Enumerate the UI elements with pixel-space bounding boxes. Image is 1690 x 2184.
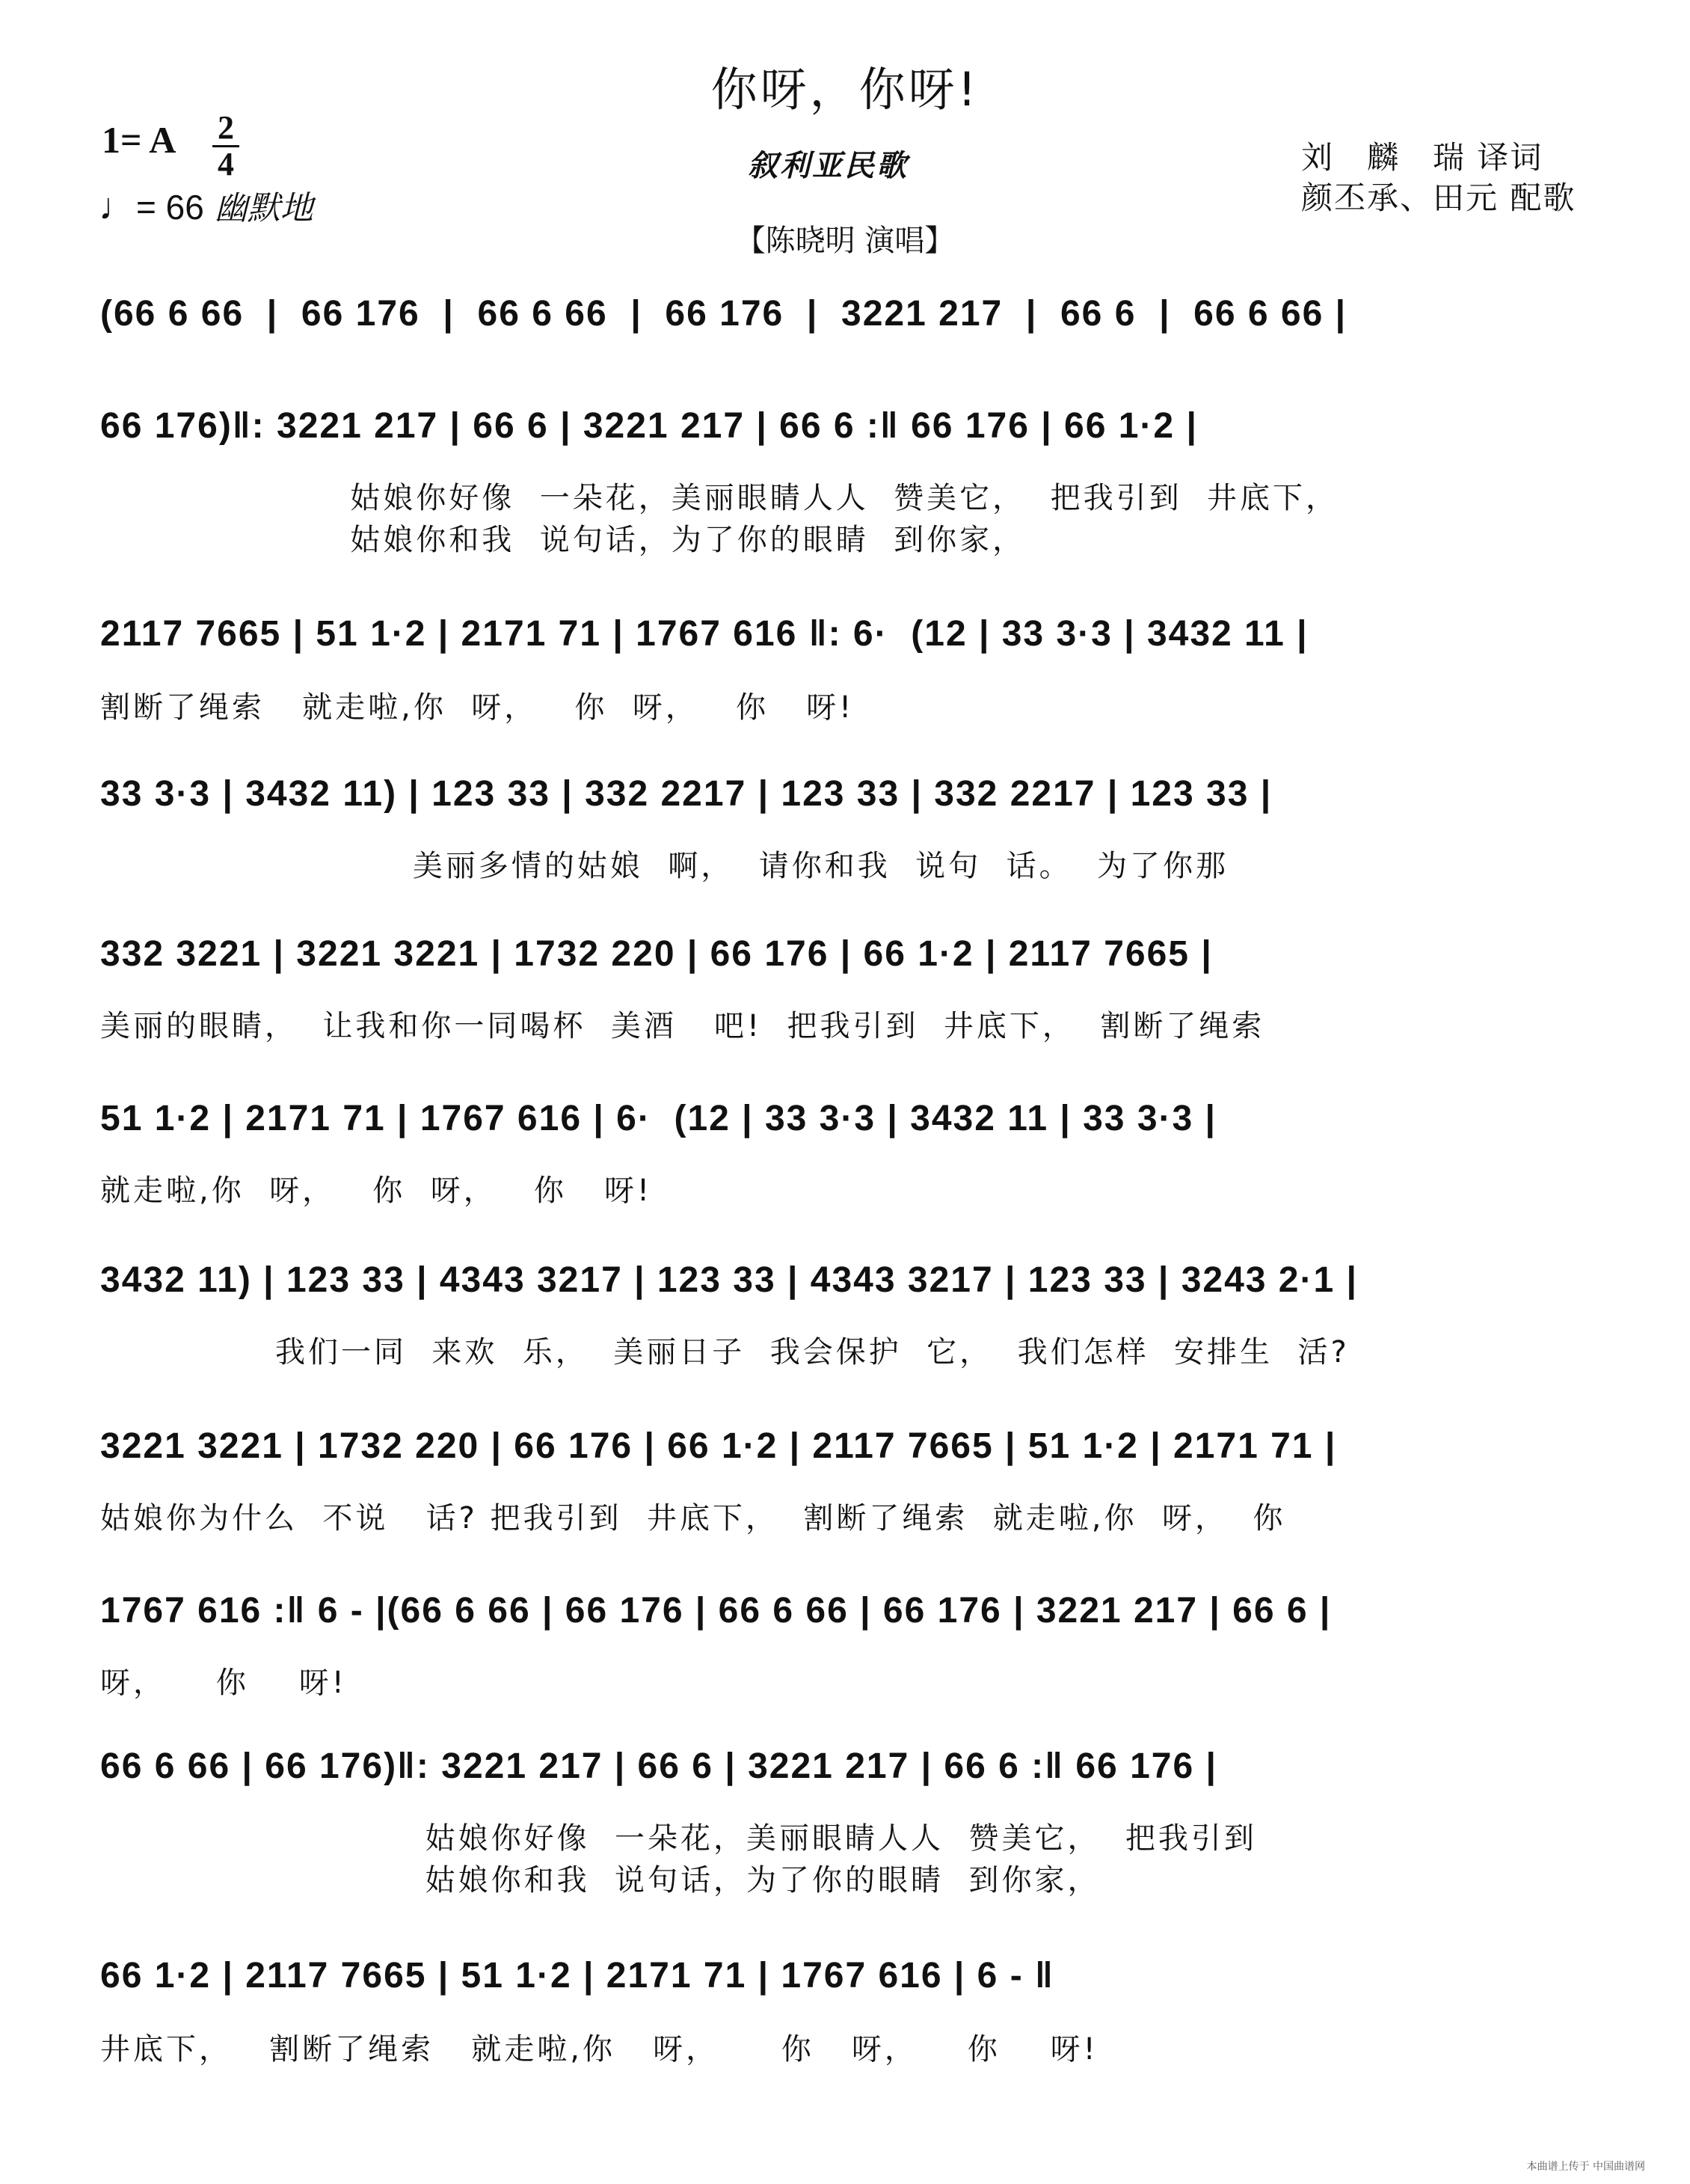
music-line-7: 3432 11) | 123 33 | 4343 3217 | 123 33 | 4343 3217 | 123 33 | 3243 2·1 | <box>100 1260 1358 1300</box>
music-line-6: 51 1·2 | 2171 71 | 1767 616 | 6· (12 | 33 3·3 | 3432 11 | 33 3·3 | <box>100 1099 1217 1138</box>
lyrics-line-5: 美丽的眼睛， 让我和你一同喝杯 美酒 吧! 把我引到 井底下， 割断了绳索 <box>100 1009 1265 1043</box>
key-signature: 1= A <box>102 119 176 161</box>
music-line-2: 66 176)‖: 3221 217 | 66 6 | 3221 217 | 66 6 :‖ 66 176 | 66 1·2 | <box>100 406 1198 446</box>
time-signature-top: 2 <box>218 109 234 146</box>
footer-watermark: 本曲谱上传于 中国曲谱网 <box>1526 2161 1645 2173</box>
music-line-3: 2117 7665 | 51 1·2 | 2171 71 | 1767 616 ‖: 6· (12 | 33 3·3 | 3432 11 | <box>100 614 1309 654</box>
music-line-1: (66 6 66 | 66 176 | 66 6 66 | 66 176 | 3221 217 | 66 6 | 66 6 66 | <box>100 294 1348 334</box>
music-line-5: 332 3221 | 3221 3221 | 1732 220 | 66 176 | 66 1·2 | 2117 7665 | <box>100 934 1213 974</box>
music-line-10: 66 6 66 | 66 176)‖: 3221 217 | 66 6 | 3221 217 | 66 6 :‖ 66 176 | <box>100 1746 1217 1786</box>
arranger-credit: 颜丕承、田元 配歌 <box>1301 180 1576 216</box>
music-line-11: 66 1·2 | 2117 7665 | 51 1·2 | 2171 71 | 1767 616 | 6 - ‖ <box>100 1956 1054 1996</box>
lyrics-line-3: 割断了绳索 就走啦,你 呀， 你 呀， 你 呀! <box>100 690 855 725</box>
lyrics-line-4: 美丽多情的姑娘 啊， 请你和我 说句 话。 为了你那 <box>100 849 1229 883</box>
music-line-9: 1767 616 :‖ 6 - |(66 6 66 | 66 176 | 66 6 66 | 66 176 | 3221 217 | 66 6 | <box>100 1591 1332 1631</box>
time-signature-bottom: 4 <box>218 146 234 182</box>
expression-mark: 幽默地 <box>214 190 313 227</box>
song-title: 你呀，你呀! <box>710 62 980 117</box>
lyrics-line-6: 就走啦,你 呀， 你 呀， 你 呀! <box>100 1174 653 1208</box>
song-origin: 叙利亚民歌 <box>748 148 909 183</box>
lyrics-line-11: 井底下， 割断了绳索 就走啦,你 呀， 你 呀， 你 呀! <box>100 2032 1098 2067</box>
lyrics-line-2a: 姑娘你好像 一朵花，美丽眼睛人人 赞美它， 把我引到 井底下， <box>100 481 1339 515</box>
lyrics-line-8: 姑娘你为什么 不说 话? 把我引到 井底下， 割断了绳索 就走啦,你 呀， 你 <box>100 1501 1286 1536</box>
lyrics-line-9: 呀， 你 呀! <box>100 1666 347 1700</box>
lyrics-line-7: 我们一同 来欢 乐， 美丽日子 我会保护 它， 我们怎样 安排生 活? <box>100 1335 1350 1369</box>
music-line-4: 33 3·3 | 3432 11) | 123 33 | 332 2217 | 123 33 | 332 2217 | 123 33 | <box>100 774 1273 814</box>
lyricist-credit: 刘 麟 瑞 译词 <box>1301 139 1543 176</box>
lyrics-line-10a: 姑娘你好像 一朵花，美丽眼睛人人 赞美它， 把我引到 <box>100 1821 1257 1856</box>
tempo-value: = 66 <box>136 188 204 227</box>
lyrics-line-10b: 姑娘你和我 说句话，为了你的眼睛 到你家， <box>100 1863 1101 1898</box>
music-line-8: 3221 3221 | 1732 220 | 66 176 | 66 1·2 | 2117 7665 | 51 1·2 | 2171 71 | <box>100 1426 1337 1466</box>
quarter-note-icon: ♩ <box>99 185 136 227</box>
time-signature <box>211 111 241 182</box>
singer-credit: 【陈晓明 演唱】 <box>735 224 955 258</box>
lyrics-line-2b: 姑娘你和我 说句话，为了你的眼睛 到你家， <box>100 523 1026 557</box>
